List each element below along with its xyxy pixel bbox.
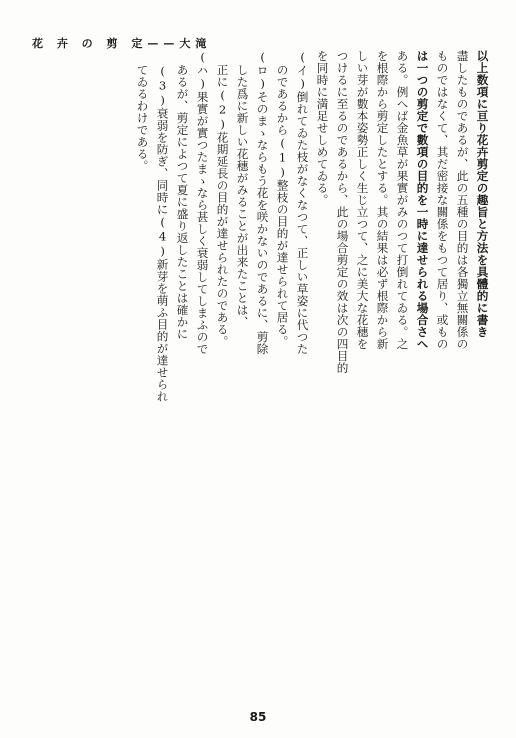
text-column: 正に(2)花期延長の目的が達せられたのである。 [215, 64, 230, 348]
text-column: しい芽が數本姿勢正しく生じ立つて、之に美大な花穗を [355, 50, 370, 350]
text-column: つけるに至るのであるから、此の場合剪定の效は次の四目的 [335, 50, 350, 374]
text-column: ものではなくて、其だ密接な關係をもつて居り、或もの [435, 50, 450, 350]
text-column: てゐるわけである。 [135, 64, 150, 172]
text-column: は一つの剪定で數項の目的を一時に達せられる場合さへ [415, 50, 430, 350]
text-column: あるが、剪定によつて夏に盛り返したことは確かに [175, 64, 190, 340]
page-number: 85 [249, 710, 267, 724]
text-column: ある。例へば金魚草が果實がみのつて打倒れてゐる。之 [395, 50, 410, 350]
text-column: した爲に新しい花穗がみることが出来たことは、 [235, 64, 250, 328]
running-header: 花 卉 の 剪 定——大滝 [32, 37, 212, 50]
text-column: (イ)倒れてゐた枝がなくなつて、正しい草姿に代つた [295, 50, 310, 355]
text-column: を同時に満足せしめてゐる。 [315, 50, 330, 206]
text-column: 以上数項に亘り花卉剪定の趣旨と方法を具體的に書き [475, 50, 490, 338]
text-column: のであるから(1)整枝の目的が達せられて居る。 [275, 64, 290, 348]
text-column: (ハ)果實が實つたまゝなら甚しく衰弱してしまふので [195, 50, 210, 355]
text-column: (ロ)そのまゝならもう花を咲かないのであるに、剪除 [255, 50, 270, 355]
text-column: 盡したものであるが、此の五種の目的は各獨立無關係の [455, 50, 470, 350]
text-column: を根際から剪定したとする。其の結果は必ず根際から新 [375, 50, 390, 350]
text-column: (3)衰弱を防ぎ、同時に(4)新芽を萌ふ目的が達せられ [155, 64, 170, 403]
